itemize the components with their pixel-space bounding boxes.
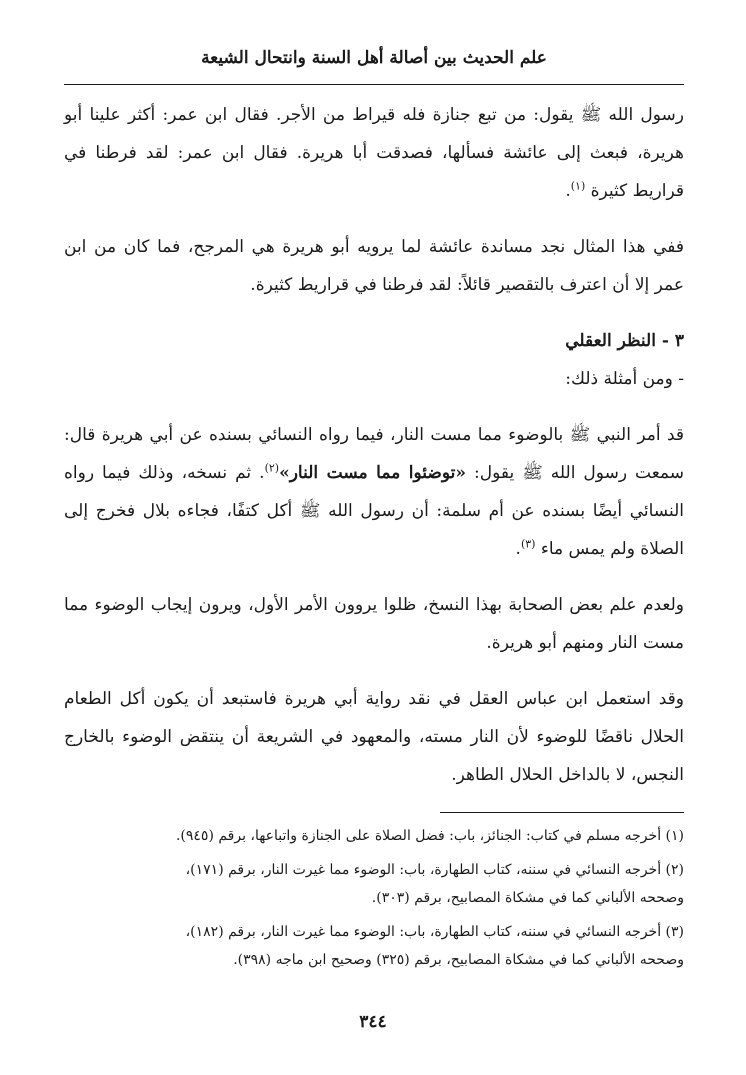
paragraph-3-text-b: . ثم نسخه، وذلك فيما رواه النسائي أيضًا بسنده عن أم سلمة: أن رسول الله ﷺ أكل كتفًا، فجاءه بلال فخرج إلى الصلاة ولم يمس ماء xyxy=(64,463,684,559)
header-rule xyxy=(64,84,684,85)
footnote-3-line-2: وصححه الألباني كما في مشكاة المصابيح، برقم (٣٢٥) وصحيح ابن ماجه (٣٩٨). xyxy=(233,952,684,968)
main-text xyxy=(64,96,684,794)
intro-line: - ومن أمثلة ذلك: xyxy=(565,369,684,389)
paragraph-1: رسول الله ﷺ يقول: من تبع جنازة فله قيراط من الأجر. فقال ابن عمر: أكثر علينا أبو هريرة، فبعث إلى عائشة فسألها، فصدقت أبا هريرة. فقال ابن عمر: لقد فرطنا في قراريط كثيرة $^{(١)}$. xyxy=(64,105,684,201)
paragraph-3: قد أمر النبي ﷺ بالوضوء مما مست النار، فيما رواه النسائي بسنده عن أبي هريرة قال: سمعت رسول الله ﷺ يقول: «توضئوا مما مست النار»$^{(٢)}$. ثم نسخه، وذلك فيما رواه النسائي أيضًا بسنده عن أم سلمة: أن رسول الله ﷺ أكل كتفًا، فجاءه بلال فخرج إلى الصلاة ولم يمس ماء $^{(٣)}$. xyxy=(64,425,685,559)
footnote-2-line-1: (٢) أخرجه النسائي في سننه، كتاب الطهارة، باب: الوضوء مما غيرت النار، برقم (١٧١)، xyxy=(185,862,684,878)
footnote-3 xyxy=(64,918,684,974)
section-heading: ٣ - النظر العقلي xyxy=(565,331,684,351)
paragraph-1-text: رسول الله ﷺ يقول: من تبع جنازة فله قيراط من الأجر. فقال ابن عمر: أكثر علينا أبو هريرة، فبعث إلى عائشة فسألها، فصدقت أبا هريرة. فقال ابن عمر: لقد فرطنا في قراريط كثيرة xyxy=(64,105,684,201)
footnote-1: (١) أخرجه مسلم في كتاب: الجنائز، باب: فضل الصلاة على الجنازة واتباعها، برقم (٩٤٥). xyxy=(175,828,684,844)
paragraph-5: وقد استعمل ابن عباس العقل في نقد رواية أبي هريرة فاستبعد أن يكون أكل الطعام الحلال ناقضًا للوضوء لأن النار مسته، والمعهود في الشريعة أن ينتقض الوضوء بالخارج النجس، لا بالداخل الحلال الطاهر. xyxy=(64,689,684,785)
footnote-ref-1: (١) xyxy=(570,179,586,193)
footnote-ref-2: (٢) xyxy=(264,461,280,475)
hadith-quote: «توضئوا مما مست النار» xyxy=(279,463,467,483)
paragraph-2: ففي هذا المثال نجد مساندة عائشة لما يرويه أبو هريرة هي المرجح، فما كان من ابن عمر إلا أن اعترف بالتقصير قائلاً: لقد فرطنا في قراريط كثيرة. xyxy=(64,237,684,295)
footnotes xyxy=(64,822,684,980)
paragraph-3-text-a: قد أمر النبي ﷺ بالوضوء مما مست النار، فيما رواه النسائي بسنده عن أبي هريرة قال: سمعت رسول الله ﷺ يقول: xyxy=(64,425,685,483)
running-header: علم الحديث بين أصالة أهل السنة وانتحال الشيعة xyxy=(201,48,547,68)
footnote-2 xyxy=(64,856,684,912)
paragraph-4: ولعدم علم بعض الصحابة بهذا النسخ، ظلوا يروون الأمر الأول، ويرون إيجاب الوضوء مما مست النار ومنهم أبو هريرة. xyxy=(64,595,684,653)
footnote-3-line-1: (٣) أخرجه النسائي في سننه، كتاب الطهارة، باب: الوضوء مما غيرت النار، برقم (١٨٢)، xyxy=(185,924,684,940)
footnote-2-line-2: وصححه الألباني كما في مشكاة المصابيح، برقم (٣٠٣). xyxy=(371,890,684,906)
page-number: ٣٤٤ xyxy=(359,1012,387,1032)
footnote-rule xyxy=(440,812,684,813)
footnote-ref-3: (٣) xyxy=(520,537,536,551)
